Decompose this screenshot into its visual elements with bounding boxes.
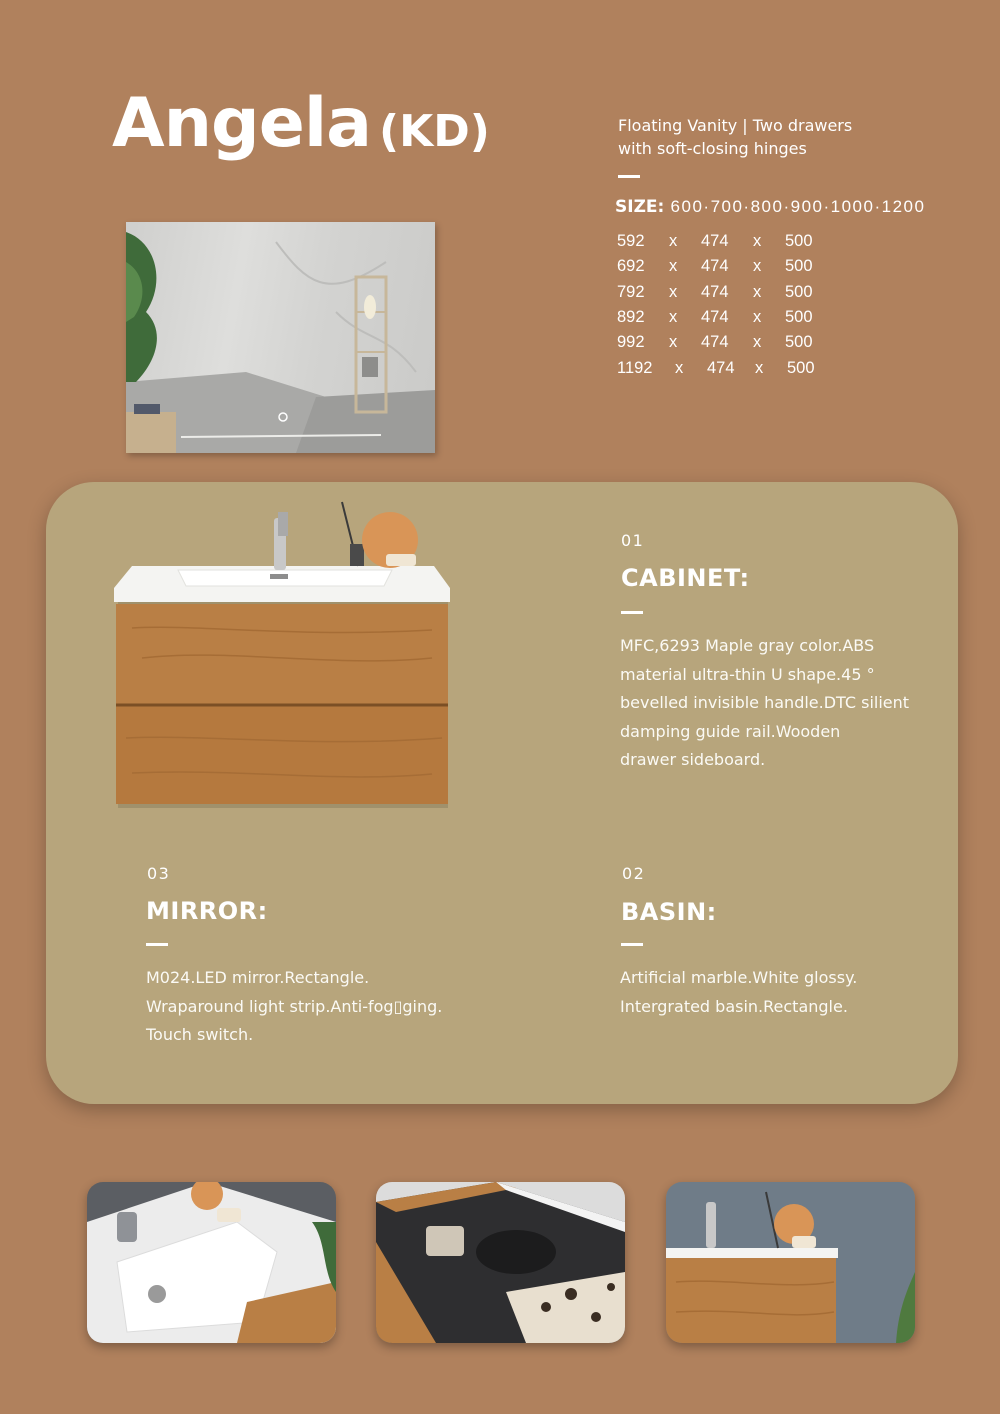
size-line [615,197,925,217]
mirror-description [146,964,476,1050]
dimension-row [617,229,837,254]
depth-value: 474 [701,232,729,251]
dimension-row [617,355,837,380]
times-sign: x [755,358,764,377]
depth-value: 474 [701,257,729,276]
cabinet-line: drawer sideboard. [620,750,766,770]
width-value: 592 [617,232,645,251]
tagline-line-2: with soft-closing hinges [618,139,807,158]
cabinet-divider [621,611,643,614]
basin-line: Intergrated basin.Rectangle. [620,996,848,1016]
width-value: 992 [617,333,645,352]
times-sign: x [753,257,762,276]
times-sign: x [669,333,678,352]
times-sign: x [753,232,762,251]
height-value: 500 [785,282,813,301]
height-value: 500 [787,358,815,377]
product-tagline [618,114,918,160]
mirror-divider [146,943,168,946]
times-sign: x [669,308,678,327]
mirror-number: 03 [147,864,171,883]
height-value: 500 [785,257,813,276]
cabinet-number: 01 [621,531,645,550]
basin-line: Artificial marble.White glossy. [620,968,858,987]
dimensions-table [617,229,837,381]
dimension-row [617,330,837,355]
drawer-interior-photo [376,1182,625,1343]
dimension-row [617,280,837,305]
dimension-row [617,305,837,330]
height-value: 500 [785,308,813,327]
dimension-row [617,254,837,279]
vanity-photo [112,498,452,808]
height-value: 500 [785,232,813,251]
depth-value: 474 [701,308,729,327]
cabinet-description [620,632,940,775]
product-title [112,84,490,163]
mirror-title: MIRROR: [146,897,268,925]
tagline-line-1: Floating Vanity | Two drawers [618,116,853,135]
basin-closeup-photo [87,1182,336,1343]
tagline-divider [618,175,640,178]
basin-title: BASIN: [621,898,717,926]
cabinet-line: material ultra-thin U shape.45 ° [620,664,875,684]
width-value: 792 [617,282,645,301]
depth-value: 474 [701,282,729,301]
cabinet-title: CABINET: [621,564,750,592]
times-sign: x [675,358,684,377]
product-name: Angela [112,84,372,163]
times-sign: x [753,333,762,352]
product-suffix: (KD) [379,106,490,157]
size-label: SIZE: [615,197,665,217]
mirror-line: M024.LED mirror.Rectangle. [146,968,370,987]
times-sign: x [669,282,678,301]
mirror-photo [126,222,435,453]
times-sign: x [669,257,678,276]
size-values: 600·700·800·900·1000·1200 [670,197,926,216]
times-sign: x [753,282,762,301]
cabinet-line: damping guide rail.Wooden [620,721,841,741]
depth-value: 474 [707,358,735,377]
basin-divider [621,943,643,946]
mirror-line: Touch switch. [146,1025,254,1045]
cabinet-line: bevelled invisible handle.DTC silient [620,693,910,713]
basin-number: 02 [622,864,646,883]
mirror-line: Wraparound light strip.Anti-fog▯​ging. [146,996,443,1016]
depth-value: 474 [701,333,729,352]
basin-description [620,964,940,1021]
width-value: 692 [617,257,645,276]
width-value: 1192 [617,358,653,377]
width-value: 892 [617,308,645,327]
vanity-side-photo [666,1182,915,1343]
times-sign: x [753,308,762,327]
height-value: 500 [785,333,813,352]
cabinet-line: MFC,6293 Maple gray color.ABS [620,636,875,655]
times-sign: x [669,232,678,251]
